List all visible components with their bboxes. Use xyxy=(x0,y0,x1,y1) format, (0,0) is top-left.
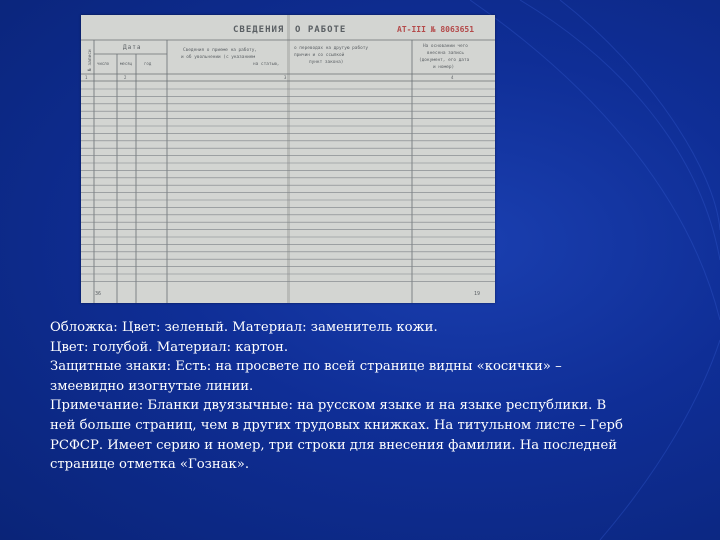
page-number-left: 36 xyxy=(95,291,102,297)
col-date-label: Дата xyxy=(123,44,142,51)
caption-line-note-cont3: странице отметка «Гознак». xyxy=(50,457,250,473)
serial-number: AT-III № 8063651 xyxy=(397,25,475,34)
col3-line1: Сведения о приеме на работу, xyxy=(183,48,258,53)
caption-line-cover: Обложка: Цвет: зеленый. Материал: заменитель кожи. xyxy=(50,320,438,335)
col3-cont-line2: причин и со ссылкой xyxy=(294,53,345,58)
col-index-3: 3 xyxy=(284,75,287,80)
col-month-label: месяц xyxy=(120,61,133,66)
col3-line2: и об увольнении (с указанием xyxy=(181,55,256,60)
caption-text-block xyxy=(50,318,670,475)
col4-line4: и номер) xyxy=(433,65,455,70)
caption-line-note: Примечание: Бланки двуязычные: на русском языке и на языке республики. В xyxy=(50,398,607,414)
caption-line-color: Цвет: голубой. Материал: картон. xyxy=(50,339,289,355)
caption-line-note-cont1: ней больше страниц, чем в других трудовых книжках. На титульном листе – Герб xyxy=(50,417,623,433)
heading-right: О РАБОТЕ xyxy=(295,25,347,35)
caption-line-security: Защитные знаки: Есть: на просвете по всей странице видны «косички» – xyxy=(50,359,562,375)
col-index-1: 1 xyxy=(85,75,88,80)
col4-line3: (документ, его дата xyxy=(419,58,470,63)
col-index-4: 4 xyxy=(451,75,454,80)
col-day-label: число xyxy=(97,61,110,66)
col4-line2: внесена запись xyxy=(427,51,465,56)
col3-cont-line3: пункт закона) xyxy=(309,60,344,65)
col3-line3: на статью, xyxy=(253,62,280,67)
page-number-right: 19 xyxy=(474,291,481,297)
col-index-2: 2 xyxy=(124,75,127,80)
caption-line-note-cont2: РСФСР. Имеет серию и номер, три строки для внесения фамилии. На последней xyxy=(50,437,618,453)
caption-line-security-cont: змеевидно изогнутые линии. xyxy=(50,378,254,394)
col-year-label: год xyxy=(144,61,152,66)
col4-line1: На основании чего xyxy=(423,44,468,49)
book-spine xyxy=(287,15,290,303)
heading-left: СВЕДЕНИЯ xyxy=(233,25,285,35)
labor-book-spread-image xyxy=(81,15,495,303)
col3-cont-line1: о переводах на другую работу xyxy=(294,46,369,51)
col-number-label: № записи xyxy=(88,49,93,71)
